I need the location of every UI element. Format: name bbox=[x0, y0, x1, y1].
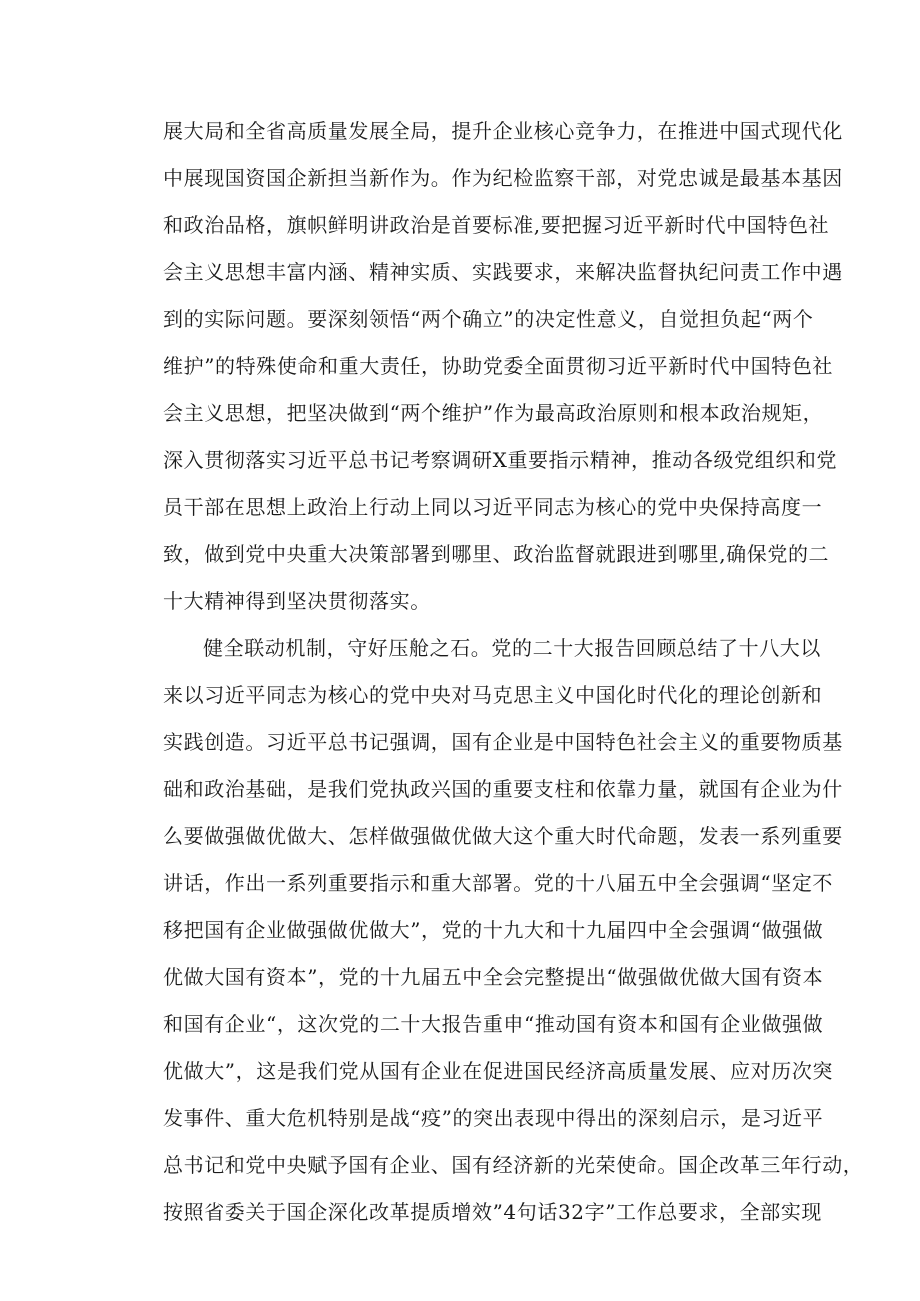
paragraph-2-line-11: 发事件、重大危机特别是战“疫”的突出表现中得出的深刻启示，是习近平 bbox=[163, 1106, 824, 1130]
paragraph-2-line-6: 讲话，作出一系列重要指示和重大部署。党的十八届五中全会强调“坚定不 bbox=[163, 871, 834, 895]
paragraph-1-line-10: 致，做到党中央重大决策部署到哪里、政治监督就跟进到哪里,确保党的二 bbox=[163, 542, 830, 566]
paragraph-1-line-1: 展大局和全省高质量发展全局，提升企业核心竞争力，在推进中国式现代化 bbox=[163, 119, 843, 143]
paragraph-1-line-6: 维护”的特殊使命和重大责任，协助党委全面贯彻习近平新时代中国特色社 bbox=[163, 354, 834, 378]
paragraph-2-line-5: 么要做强做优做大、怎样做强做优做大这个重大时代命题，发表一系列重要 bbox=[163, 824, 843, 848]
paragraph-1-line-11: 十大精神得到坚决贯彻落实。 bbox=[163, 589, 431, 613]
paragraph-2-line-3: 实践创造。习近平总书记强调，国有企业是中国特色社会主义的重要物质基 bbox=[163, 730, 843, 754]
paragraph-2-line-8: 优做大国有资本”，党的十九届五中全会完整提出“做强做优做大国有资本 bbox=[163, 965, 824, 989]
paragraph-1-line-9: 员干部在思想上政治上行动上同以习近平同志为核心的党中央保持高度一 bbox=[163, 495, 823, 519]
paragraph-1-line-5: 到的实际问题。要深刻领悟“两个确立”的决定性意义，自觉担负起“两个 bbox=[163, 307, 814, 331]
paragraph-1-line-4: 会主义思想丰富内涵、精神实质、实践要求，来解决监督执纪问责工作中遇 bbox=[163, 260, 843, 284]
paragraph-2-line-7: 移把国有企业做强做优做大”，党的十九大和十九届四中全会强调“做强做 bbox=[163, 918, 824, 942]
paragraph-2-line-9: 和国有企业“，这次党的二十大报告重申“推动国有资本和国有企业做强做 bbox=[163, 1012, 824, 1036]
paragraph-1-line-7: 会主义思想，把坚决做到“两个维护”作为最高政治原则和根本政治规矩， bbox=[163, 401, 824, 425]
paragraph-2-line-12: 总书记和党中央赋予国有企业、国有经济新的光荣使命。国企改革三年行动， bbox=[163, 1153, 864, 1177]
paragraph-2-line-13: 按照省委关于国企深化改革提质增效”4句话32字”工作总要求，全部实现 bbox=[163, 1200, 823, 1224]
paragraph-1-line-2: 中展现国资国企新担当新作为。作为纪检监察干部，对党忠诚是最基本基因 bbox=[163, 166, 843, 190]
paragraph-1-line-8: 深入贯彻落实习近平总书记考察调研X重要指示精神，推动各级党组织和党 bbox=[163, 448, 838, 472]
paragraph-2-line-1: 健全联动机制，守好压舱之石。党的二十大报告回顾总结了十八大以 bbox=[203, 636, 821, 660]
paragraph-1-line-3: 和政治品格，旗帜鲜明讲政治是首要标准,要把握习近平新时代中国特色社 bbox=[163, 213, 830, 237]
paragraph-2-line-2: 来以习近平同志为核心的党中央对马克思主义中国化时代化的理论创新和 bbox=[163, 683, 823, 707]
paragraph-2-line-4: 础和政治基础，是我们党执政兴国的重要支柱和依靠力量，就国有企业为什 bbox=[163, 777, 843, 801]
paragraph-2-line-10: 优做大”，这是我们党从国有企业在促进国民经济高质量发展、应对历次突 bbox=[163, 1059, 834, 1083]
